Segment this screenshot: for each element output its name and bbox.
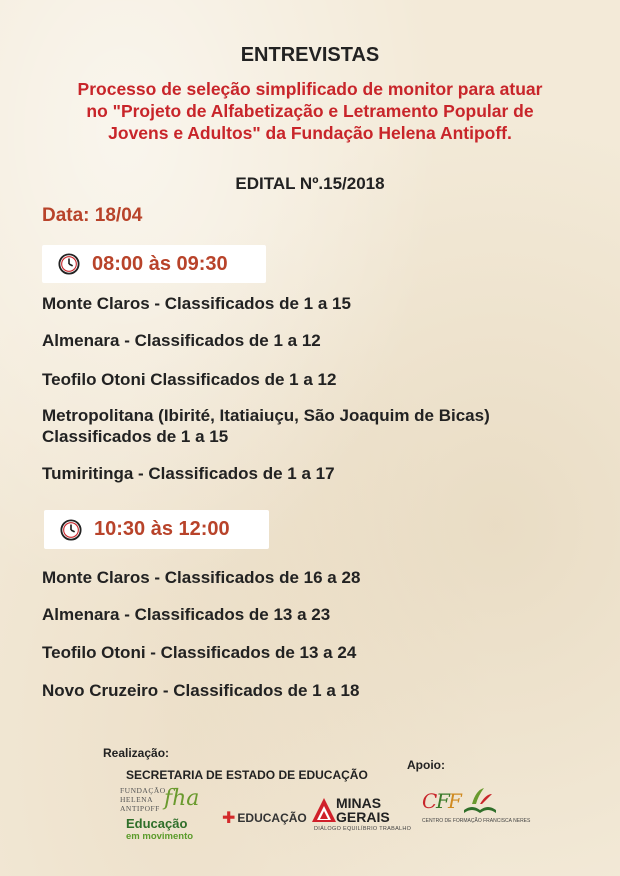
subtitle-line: no "Projeto de Alfabetização e Letramento Popular de bbox=[86, 101, 534, 121]
list-item bbox=[42, 405, 490, 447]
minas-gerais-logo bbox=[312, 795, 412, 836]
clock-icon bbox=[58, 253, 80, 275]
em-movimento-text: em movimento bbox=[126, 831, 194, 842]
list-item: Monte Claros - Classificados de 16 a 28 bbox=[42, 568, 361, 587]
svg-text:F: F bbox=[448, 789, 462, 813]
list-item: Almenara - Classificados de 1 a 12 bbox=[42, 331, 321, 350]
minas-gerais-text: MINAS GERAIS bbox=[336, 795, 390, 825]
cff-logo-mark bbox=[420, 780, 500, 816]
educacao-logo bbox=[222, 808, 307, 828]
list-item: Teofilo Otoni - Classificados de 13 a 24 bbox=[42, 643, 357, 662]
minas-triangle-icon bbox=[312, 798, 336, 824]
fha-logo-text: FUNDAÇÃO HELENA ANTIPOFF bbox=[120, 786, 166, 813]
cff-logo bbox=[420, 780, 531, 828]
svg-text:C: C bbox=[422, 789, 438, 813]
fha-logo-mark: fha bbox=[164, 786, 200, 811]
list-item: Teofilo Otoni Classificados de 1 a 12 bbox=[42, 370, 337, 389]
subtitle-line: Jovens e Adultos" da Fundação Helena Antipoff. bbox=[108, 123, 512, 143]
interview-date: Data: 18/04 bbox=[42, 205, 143, 226]
subtitle bbox=[20, 78, 600, 144]
subtitle-line: Processo de seleção simplificado de monitor para atuar bbox=[77, 79, 543, 99]
list-item-line: Classificados de 1 a 15 bbox=[42, 427, 229, 446]
svg-text:F: F bbox=[436, 789, 450, 813]
apoio-label: Apoio: bbox=[407, 758, 445, 772]
list-item: Monte Claros - Classificados de 1 a 15 bbox=[42, 294, 351, 313]
time-slot-label: 10:30 às 12:00 bbox=[94, 518, 230, 540]
educacao-text: Educação bbox=[126, 816, 188, 831]
list-item: Tumiritinga - Classificados de 1 a 17 bbox=[42, 464, 335, 483]
time-slot-header bbox=[44, 510, 269, 549]
educacao-logo-text: EDUCAÇÃO bbox=[237, 811, 307, 825]
realizacao-label: Realização: bbox=[103, 746, 170, 760]
list-item: Almenara - Classificados de 13 a 23 bbox=[42, 605, 331, 624]
edital-number: EDITAL Nº.15/2018 bbox=[235, 174, 385, 193]
minas-tagline: DIÁLOGO EQUILÍBRIO TRABALHO bbox=[314, 826, 412, 832]
fundacao-helena-antipoff-logo bbox=[120, 786, 220, 842]
plus-icon: ✚ bbox=[222, 810, 236, 827]
list-item-line: Metropolitana (Ibirité, Itatiaiuçu, São Joaquim de Bicas) bbox=[42, 406, 490, 425]
page-title: ENTREVISTAS bbox=[240, 44, 380, 66]
secretaria-name: SECRETARIA DE ESTADO DE EDUCAÇÃO bbox=[126, 768, 368, 782]
cff-tagline: CENTRO DE FORMAÇÃO FRANCISCA NERES bbox=[422, 818, 531, 824]
time-slot-label: 08:00 às 09:30 bbox=[92, 252, 228, 275]
time-slot-header bbox=[42, 245, 266, 283]
list-item: Novo Cruzeiro - Classificados de 1 a 18 bbox=[42, 681, 360, 700]
clock-icon bbox=[60, 519, 82, 541]
